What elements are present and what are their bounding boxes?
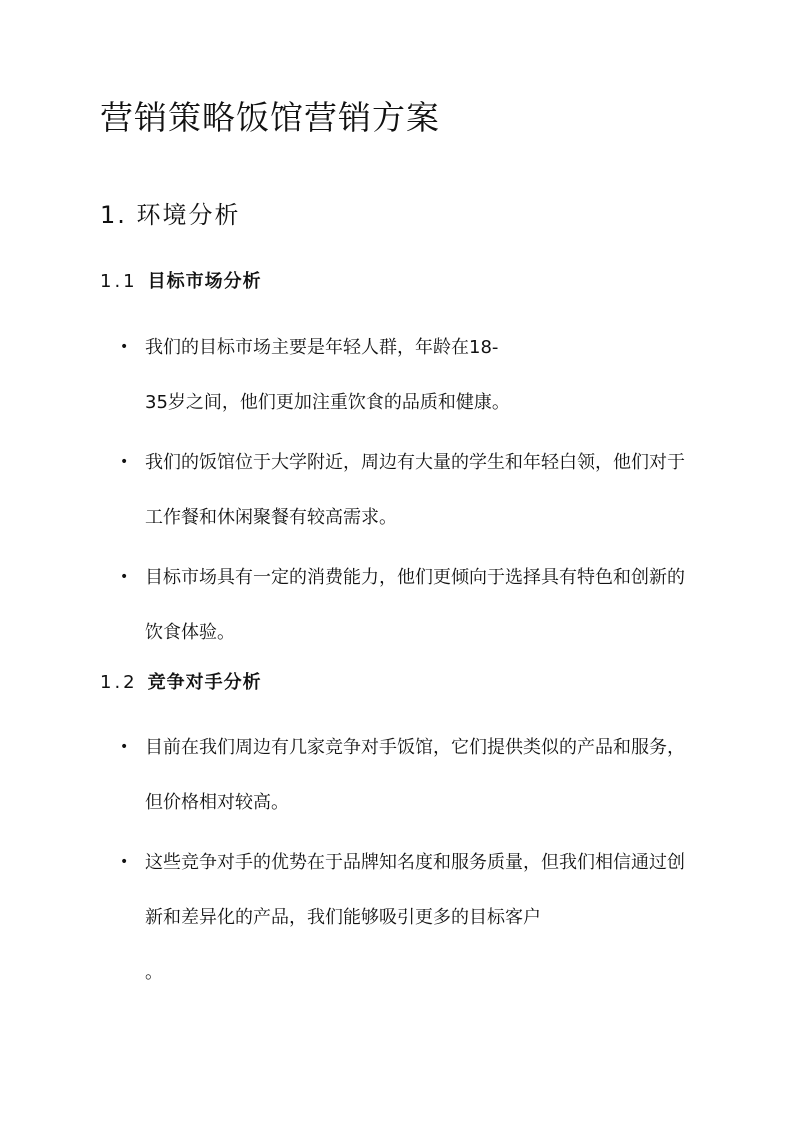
list-item-text: 目前在我们周边有几家竞争对手饭馆，它们提供类似的产品和服务，但价格相对较高。	[145, 737, 685, 813]
bullet-icon: •	[120, 339, 129, 355]
competitor-list	[120, 720, 700, 1000]
list-item-text: 我们的饭馆位于大学附近，周边有大量的学生和年轻白领，他们对于工作餐和休闲聚餐有较高需求。	[145, 452, 685, 528]
bullet-icon: •	[120, 854, 129, 870]
list-item-text: 我们的目标市场主要是年轻人群，年龄在18- 35岁之间，他们更加注重饮食的品质和健康。	[145, 337, 510, 413]
subsection-label: 目标市场分析	[147, 271, 262, 292]
subsection-number: 1.2	[100, 672, 138, 693]
bullet-icon: •	[120, 454, 129, 470]
list-item	[120, 550, 700, 660]
list-item	[120, 320, 700, 430]
section-heading-environment: 1. 环境分析	[100, 201, 241, 229]
list-item	[120, 435, 700, 545]
list-item-text: 这些竞争对手的优势在于品牌知名度和服务质量，但我们相信通过创新和差异化的产品，我们能够吸引更多的目标客户 。	[145, 852, 685, 983]
bullet-icon: •	[120, 569, 129, 585]
list-item-text: 目标市场具有一定的消费能力，他们更倾向于选择具有特色和创新的饮食体验。	[145, 567, 685, 643]
bullet-icon: •	[120, 739, 129, 755]
subsection-heading-competitors	[100, 669, 262, 697]
subsection-number: 1.1	[100, 271, 138, 292]
document-title: 营销策略饭馆营销方案	[100, 98, 440, 137]
list-item	[120, 720, 700, 830]
target-market-list	[120, 320, 700, 660]
subsection-heading-target-market	[100, 268, 262, 296]
list-item	[120, 835, 700, 1000]
subsection-label: 竞争对手分析	[147, 672, 262, 693]
